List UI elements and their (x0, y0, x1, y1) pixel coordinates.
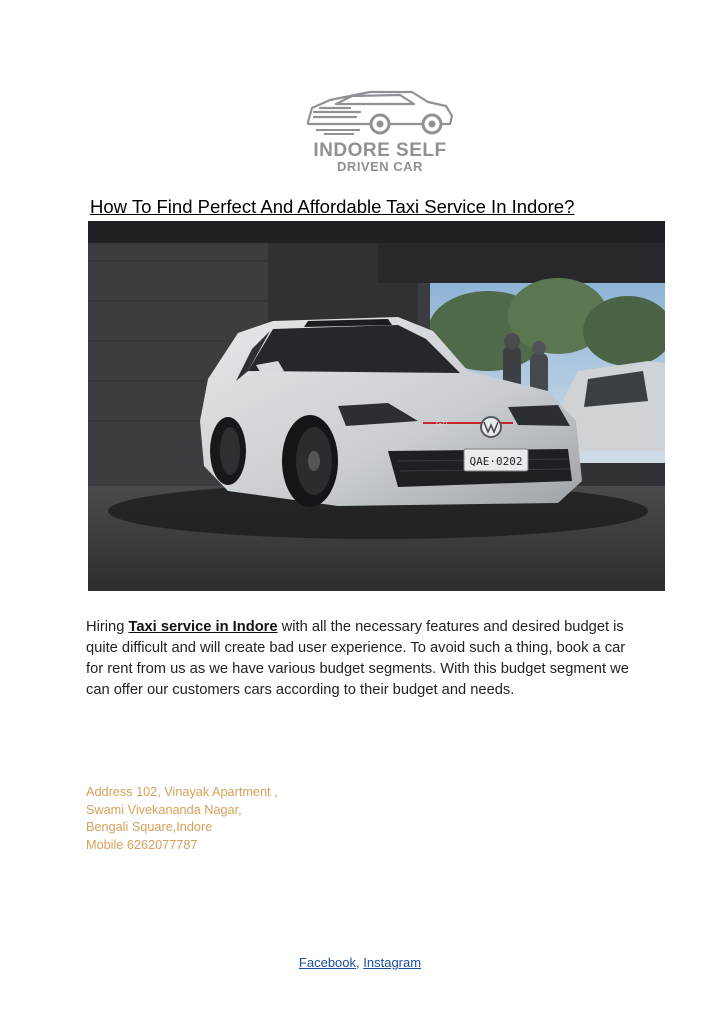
paragraph-prefix: Hiring (86, 619, 129, 635)
address-line-2: Swami Vivekananda Nagar, (86, 802, 242, 817)
address-line-1: Address 102, Vinayak Apartment , (86, 785, 278, 799)
social-links (0, 955, 720, 970)
paragraph-body: with all the necessary features and desired budget is quite difficult and will create bad user experience. To avoid such a thing, book a car for rent from us as we have various budget segments. With this budget segment we can offer our customers cars according to their budget and needs. (86, 619, 629, 698)
instagram-link[interactable]: Instagram (363, 955, 422, 970)
link-separator: , (356, 955, 360, 970)
mobile-number: Mobile 6262077787 (86, 837, 198, 852)
brand-logo (300, 82, 460, 178)
facebook-link[interactable]: Facebook (298, 955, 357, 970)
gti-badge: GTI (436, 420, 448, 428)
logo-line-1: INDORE SELF (313, 140, 447, 161)
logo-line-2: DRIVEN CAR (337, 159, 423, 174)
car-logo-icon (300, 82, 460, 142)
address-line-3: Bengali Square,Indore (86, 820, 213, 835)
license-plate: QAE·0202 (469, 455, 523, 468)
article-title[interactable]: How To Find Perfect And Affordable Taxi Service In Indore? (90, 196, 575, 217)
contact-address (86, 784, 386, 854)
article-paragraph (86, 617, 646, 701)
car-photo (88, 221, 665, 591)
taxi-service-link[interactable]: Taxi service in Indore (128, 619, 278, 635)
hero-image (88, 221, 665, 591)
